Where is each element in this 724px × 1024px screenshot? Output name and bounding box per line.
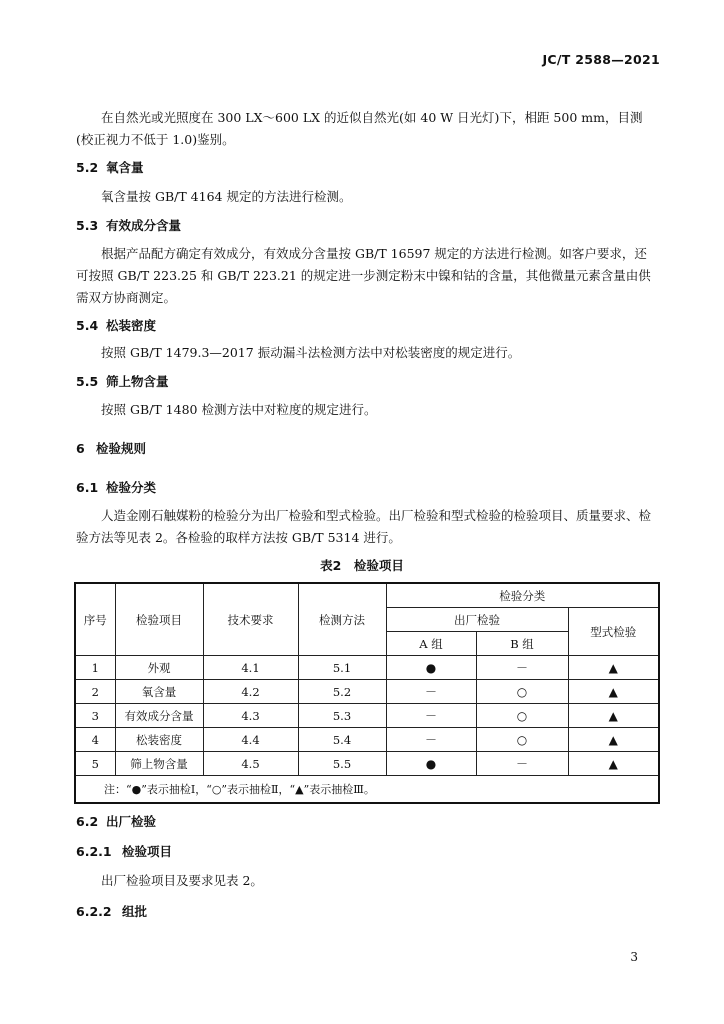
table-caption: 表2 检验项目 bbox=[320, 558, 404, 573]
table-row bbox=[75, 656, 659, 680]
cell-group-b: ○ bbox=[476, 680, 568, 704]
heading-5-4 bbox=[76, 316, 156, 334]
cell-seq: 2 bbox=[75, 680, 115, 704]
cell-item: 筛上物含量 bbox=[115, 752, 203, 776]
paragraph-5-2: 氧含量按 GB/T 4164 规定的方法进行检测。 bbox=[101, 189, 352, 204]
heading-number: 6 bbox=[76, 441, 85, 456]
table-row bbox=[75, 704, 659, 728]
cell-requirement: 4.2 bbox=[203, 680, 298, 704]
header-seq: 序号 bbox=[75, 583, 115, 656]
cell-type-test: ▲ bbox=[568, 752, 659, 776]
header-item: 检验项目 bbox=[115, 583, 203, 656]
heading-title: 出厂检验 bbox=[106, 814, 157, 829]
standard-id: JC/T 2588—2021 bbox=[542, 52, 660, 67]
page-number: 3 bbox=[630, 950, 638, 964]
cell-group-a: － bbox=[386, 728, 476, 752]
heading-number: 5.3 bbox=[76, 218, 99, 233]
cell-method: 5.4 bbox=[298, 728, 386, 752]
cell-method: 5.3 bbox=[298, 704, 386, 728]
heading-5-5 bbox=[76, 372, 169, 390]
heading-5-3 bbox=[76, 216, 181, 234]
cell-type-test: ▲ bbox=[568, 680, 659, 704]
header-category: 检验分类 bbox=[386, 583, 659, 608]
table-row bbox=[75, 728, 659, 752]
paragraph-appearance-method: 在自然光或光照度在 300 LX～600 LX 的近似自然光(如 40 W 日光灯)下，相距 500 mm，目测(校正视力不低于 1.0)鉴别。 bbox=[76, 110, 643, 147]
cell-requirement: 4.5 bbox=[203, 752, 298, 776]
heading-title: 检验项目 bbox=[122, 844, 173, 859]
cell-group-a: ● bbox=[386, 752, 476, 776]
table-row bbox=[75, 680, 659, 704]
cell-type-test: ▲ bbox=[568, 728, 659, 752]
paragraph-5-3: 根据产品配方确定有效成分，有效成分含量按 GB/T 16597 规定的方法进行检测。如客户要求，还可按照 GB/T 223.25 和 GB/T 223.21 的规定进一步测定粉末中镍和钴的含量，其他微量元素含量由供需双方协商测定。 bbox=[76, 246, 651, 305]
header-requirement: 技术要求 bbox=[203, 583, 298, 656]
header-method: 检测方法 bbox=[298, 583, 386, 656]
heading-6-2 bbox=[76, 812, 156, 830]
cell-seq: 1 bbox=[75, 656, 115, 680]
heading-number: 6.1 bbox=[76, 480, 99, 495]
heading-6-1 bbox=[76, 478, 156, 496]
heading-title: 检验规则 bbox=[96, 441, 147, 456]
cell-group-a: － bbox=[386, 680, 476, 704]
heading-title: 检验分类 bbox=[106, 480, 157, 495]
heading-title: 松装密度 bbox=[106, 318, 157, 333]
paragraph-6-2-1: 出厂检验项目及要求见表 2。 bbox=[101, 873, 263, 888]
heading-title: 组批 bbox=[122, 904, 148, 919]
paragraph-5-5: 按照 GB/T 1480 检测方法中对粒度的规定进行。 bbox=[101, 402, 377, 417]
cell-requirement: 4.1 bbox=[203, 656, 298, 680]
header-type-inspection: 型式检验 bbox=[568, 608, 659, 656]
heading-title: 筛上物含量 bbox=[106, 374, 169, 389]
cell-method: 5.5 bbox=[298, 752, 386, 776]
heading-5-2 bbox=[76, 158, 144, 176]
cell-requirement: 4.4 bbox=[203, 728, 298, 752]
heading-number: 6.2.2 bbox=[76, 904, 112, 919]
heading-number: 5.4 bbox=[76, 318, 99, 333]
cell-group-a: － bbox=[386, 704, 476, 728]
cell-seq: 5 bbox=[75, 752, 115, 776]
cell-item: 外观 bbox=[115, 656, 203, 680]
heading-number: 5.2 bbox=[76, 160, 99, 175]
table-row bbox=[75, 752, 659, 776]
cell-seq: 3 bbox=[75, 704, 115, 728]
cell-seq: 4 bbox=[75, 728, 115, 752]
cell-method: 5.2 bbox=[298, 680, 386, 704]
cell-group-b: － bbox=[476, 656, 568, 680]
header-group-a: A 组 bbox=[386, 632, 476, 656]
heading-title: 氧含量 bbox=[106, 160, 144, 175]
cell-item: 松装密度 bbox=[115, 728, 203, 752]
cell-method: 5.1 bbox=[298, 656, 386, 680]
cell-group-b: － bbox=[476, 752, 568, 776]
header-factory-inspection: 出厂检验 bbox=[386, 608, 568, 632]
cell-group-b: ○ bbox=[476, 728, 568, 752]
paragraph-5-4: 按照 GB/T 1479.3—2017 振动漏斗法检测方法中对松装密度的规定进行。 bbox=[101, 345, 521, 360]
paragraph-6-1: 人造金刚石触媒粉的检验分为出厂检验和型式检验。出厂检验和型式检验的检验项目、质量要求、检验方法等见表 2。各检验的取样方法按 GB/T 5314 进行。 bbox=[76, 508, 652, 545]
cell-group-b: ○ bbox=[476, 704, 568, 728]
heading-number: 5.5 bbox=[76, 374, 99, 389]
heading-number: 6.2.1 bbox=[76, 844, 112, 859]
heading-6-2-2 bbox=[76, 902, 147, 920]
cell-type-test: ▲ bbox=[568, 656, 659, 680]
heading-number: 6.2 bbox=[76, 814, 99, 829]
table-note: 注：“●”表示抽检Ⅰ，“○”表示抽检Ⅱ，“▲”表示抽检Ⅲ。 bbox=[75, 776, 659, 804]
cell-requirement: 4.3 bbox=[203, 704, 298, 728]
cell-type-test: ▲ bbox=[568, 704, 659, 728]
heading-6 bbox=[76, 439, 146, 457]
cell-group-a: ● bbox=[386, 656, 476, 680]
header-group-b: B 组 bbox=[476, 632, 568, 656]
heading-title: 有效成分含量 bbox=[106, 218, 182, 233]
cell-item: 氧含量 bbox=[115, 680, 203, 704]
inspection-items-table bbox=[74, 582, 660, 804]
heading-6-2-1 bbox=[76, 842, 172, 860]
cell-item: 有效成分含量 bbox=[115, 704, 203, 728]
